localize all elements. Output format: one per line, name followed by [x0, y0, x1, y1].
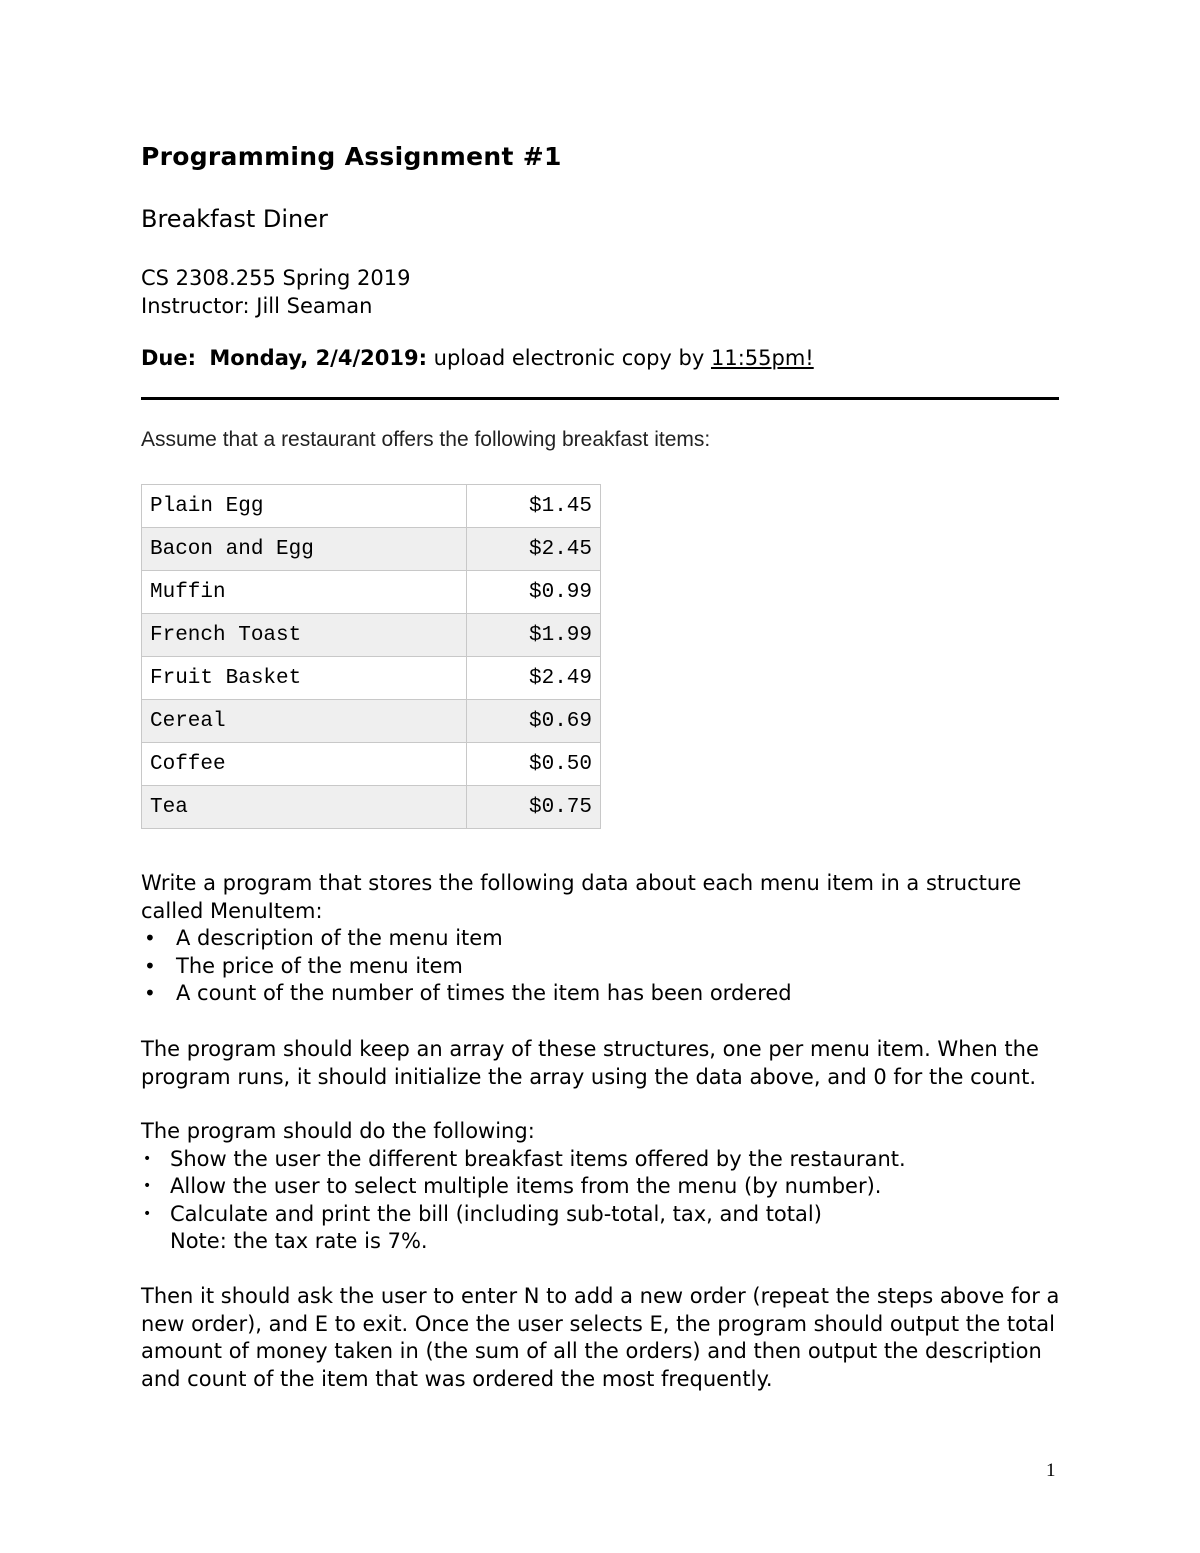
paragraph-exit: Then it should ask the user to enter N to add a new order (repeat the steps above for a new order), and E to exit. Once the user selects E, the program should output the total amount of money taken in (the sum of all the orders) and then output the description and count of the item that was ordered the most frequently.	[141, 1284, 1060, 1391]
menu-item-price: $2.49	[467, 657, 601, 700]
menu-item-name: French Toast	[142, 614, 467, 657]
structure-bullet-list	[141, 925, 1071, 1008]
paragraph-structure-text: Write a program that stores the following data about each menu item in a structure called MenuItem:	[141, 871, 1022, 923]
course-info	[141, 264, 410, 320]
table-row	[142, 571, 601, 614]
menu-item-price: $0.75	[467, 786, 601, 829]
due-line	[141, 346, 814, 370]
due-date: Monday, 2/4/2019:	[209, 346, 427, 370]
menu-table	[141, 484, 601, 829]
menu-item-price: $1.99	[467, 614, 601, 657]
table-row	[142, 743, 601, 786]
paragraph-steps	[141, 1118, 1071, 1256]
intro-text: Assume that a restaurant offers the following breakfast items:	[141, 428, 711, 451]
tax-note: Note: the tax rate is 7%.	[170, 1229, 428, 1253]
due-text: upload electronic copy by	[433, 346, 705, 370]
paragraph-structure	[141, 870, 1071, 1008]
menu-item-name: Fruit Basket	[142, 657, 467, 700]
paragraph-steps-text: The program should do the following:	[141, 1119, 535, 1143]
menu-item-price: $0.69	[467, 700, 601, 743]
menu-item-price: $2.45	[467, 528, 601, 571]
assignment-title: Programming Assignment #1	[141, 142, 562, 171]
table-row	[142, 485, 601, 528]
menu-item-price: $0.99	[467, 571, 601, 614]
menu-item-name: Tea	[142, 786, 467, 829]
table-row	[142, 786, 601, 829]
table-row	[142, 614, 601, 657]
menu-item-price: $0.50	[467, 743, 601, 786]
course-line: CS 2308.255 Spring 2019	[141, 266, 411, 290]
instructor-line: Instructor: Jill Seaman	[141, 294, 373, 318]
menu-item-price: $1.45	[467, 485, 601, 528]
list-item: • A count of the number of times the item has been ordered	[141, 980, 1071, 1008]
menu-table-body	[142, 485, 601, 829]
assignment-subtitle: Breakfast Diner	[141, 205, 328, 233]
table-row	[142, 700, 601, 743]
menu-item-name: Plain Egg	[142, 485, 467, 528]
steps-bullet-list	[141, 1146, 1071, 1229]
list-item: • The price of the menu item	[141, 953, 1071, 981]
paragraph-array: The program should keep an array of these structures, one per menu item. When the program runs, it should initialize the array using the data above, and 0 for the count.	[141, 1037, 1039, 1089]
menu-item-name: Muffin	[142, 571, 467, 614]
table-row	[142, 657, 601, 700]
table-row	[142, 528, 601, 571]
list-item: • A description of the menu item	[141, 925, 1071, 953]
list-item: • Allow the user to select multiple items from the menu (by number).	[141, 1173, 1071, 1201]
menu-item-name: Coffee	[142, 743, 467, 786]
menu-item-name: Cereal	[142, 700, 467, 743]
list-item: • Show the user the different breakfast items offered by the restaurant.	[141, 1146, 1071, 1174]
due-label: Due:	[141, 346, 197, 370]
list-item: • Calculate and print the bill (including sub-total, tax, and total)	[141, 1201, 1071, 1229]
due-time: 11:55pm!	[710, 346, 814, 370]
horizontal-rule	[141, 397, 1059, 400]
page-number: 1	[1046, 1460, 1056, 1481]
menu-item-name: Bacon and Egg	[142, 528, 467, 571]
